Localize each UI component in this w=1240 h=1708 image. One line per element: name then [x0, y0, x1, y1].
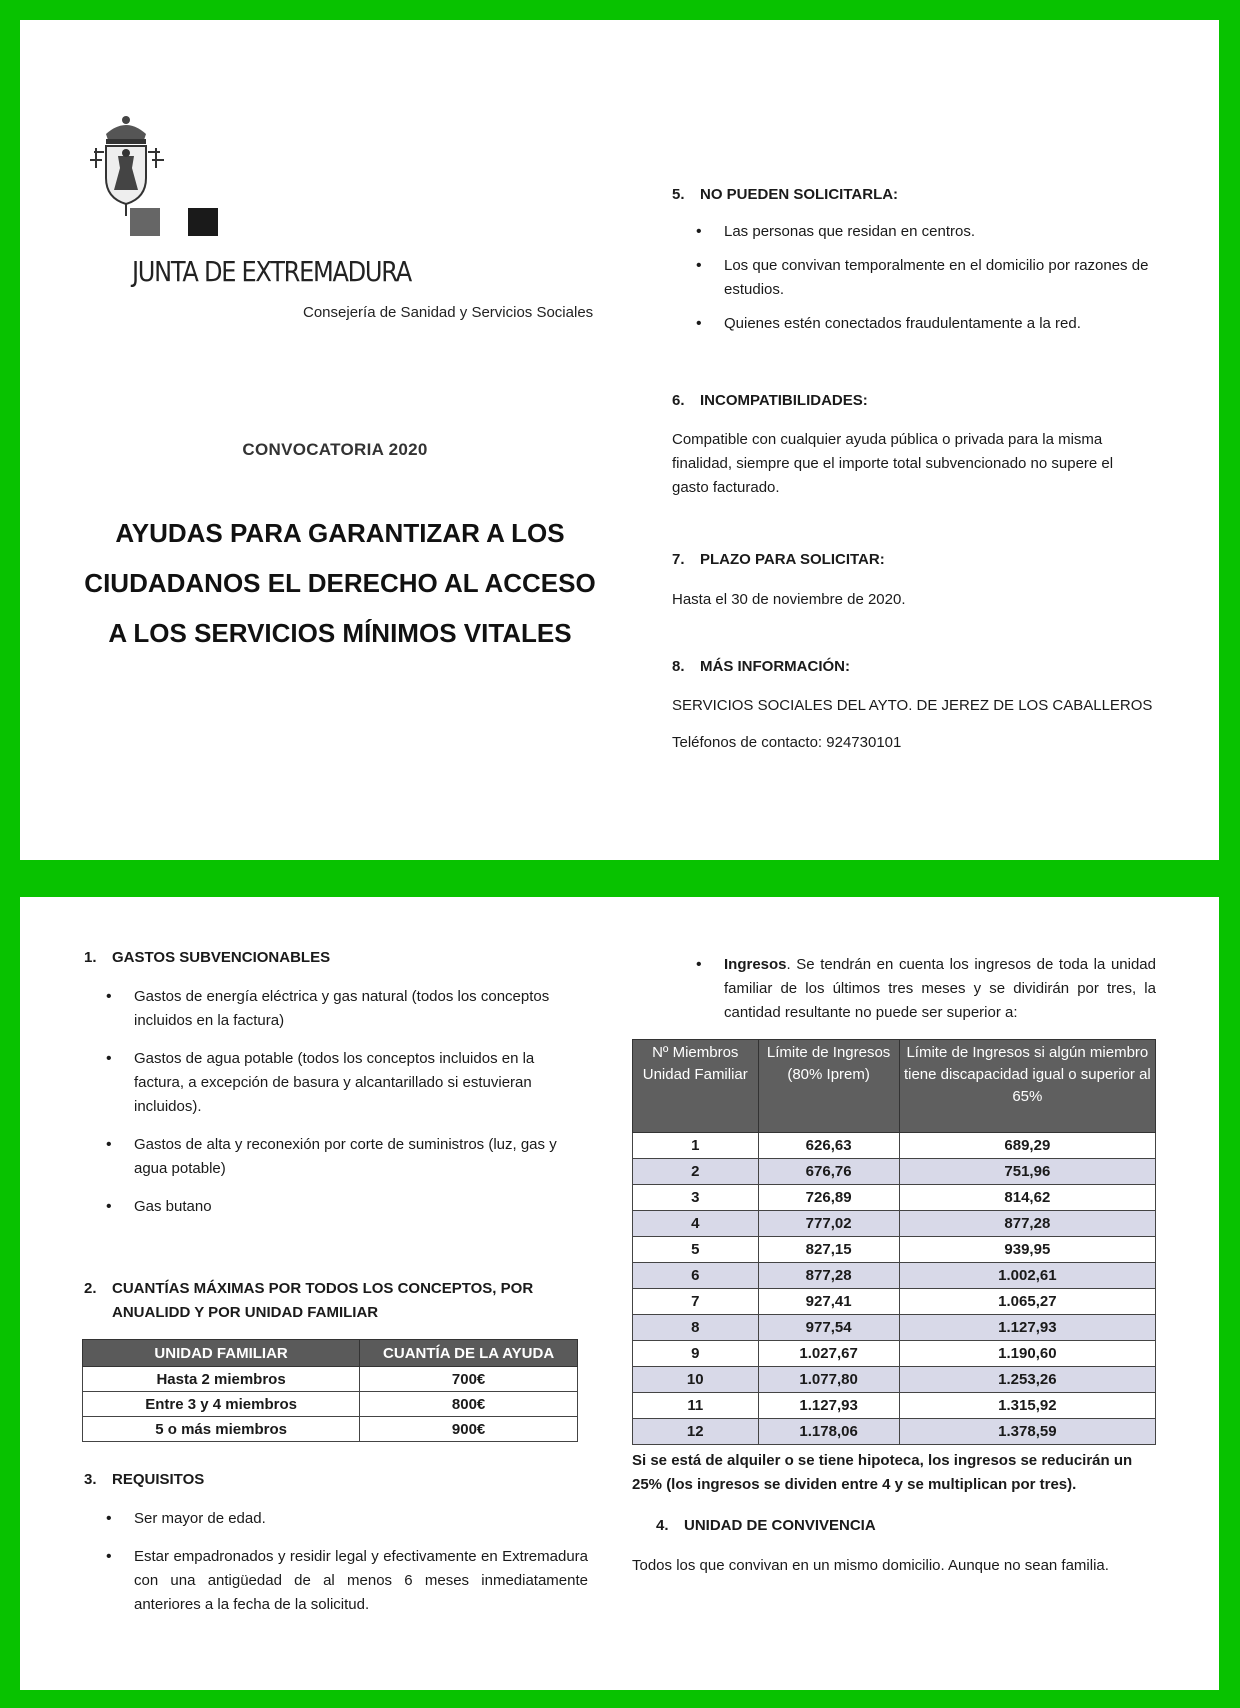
- table-header-row: [633, 1040, 1156, 1133]
- section-title: ANUALIDD Y POR UNIDAD FAMILIAR: [112, 1304, 379, 1321]
- section-2-heading: [84, 1277, 533, 1325]
- logo-square-black: [188, 208, 218, 236]
- section-5-heading: [672, 186, 898, 203]
- department-name: Consejería de Sanidad y Servicios Sociales: [303, 304, 594, 321]
- table-row: [633, 1315, 1156, 1341]
- table-cell: 1.315,92: [899, 1393, 1155, 1419]
- list-item: • Gastos de agua potable (todos los conceptos incluidos en la factura, a excepción de basura y alcantarillado si estuvieran incluidos).: [102, 1047, 572, 1119]
- table-cell: 10: [633, 1367, 759, 1393]
- table-row: [633, 1133, 1156, 1159]
- column-header: Límite de Ingresos (80% Iprem): [758, 1040, 899, 1133]
- main-title: [60, 508, 620, 658]
- main-title-line: A LOS SERVICIOS MÍNIMOS VITALES: [108, 618, 572, 648]
- table-cell: 1.065,27: [899, 1289, 1155, 1315]
- section-7-heading: [672, 551, 885, 568]
- table-cell: 1.190,60: [899, 1341, 1155, 1367]
- table-cell: 4: [633, 1211, 759, 1237]
- brochure-outside-panel: [20, 20, 1219, 860]
- table-cell: 11: [633, 1393, 759, 1419]
- org-name: JUNTA DE EXTREMADURA: [132, 255, 411, 288]
- table-cell: 1.178,06: [758, 1419, 899, 1445]
- section-title: MÁS INFORMACIÓN:: [700, 658, 850, 675]
- main-title-line: AYUDAS PARA GARANTIZAR A LOS: [115, 518, 565, 548]
- section-1-heading: [84, 949, 330, 966]
- table-cell: 751,96: [899, 1159, 1155, 1185]
- column-header: Límite de Ingresos si algún miembro tiene discapacidad igual o superior al 65%: [899, 1040, 1155, 1133]
- table-row: [633, 1159, 1156, 1185]
- section-title: NO PUEDEN SOLICITARLA:: [700, 186, 899, 203]
- list-item: • Gastos de alta y reconexión por corte de suministros (luz, gas y agua potable): [102, 1133, 572, 1181]
- contact-phone: Teléfonos de contacto: 924730101: [672, 734, 902, 751]
- section-7-text: Hasta el 30 de noviembre de 2020.: [672, 591, 906, 608]
- table-cell: 1.378,59: [899, 1419, 1155, 1445]
- section-3-heading: [84, 1471, 204, 1488]
- table-cell: 877,28: [758, 1263, 899, 1289]
- info-office: SERVICIOS SOCIALES DEL AYTO. DE JEREZ DE LOS CABALLEROS: [672, 697, 1153, 714]
- table-row: [83, 1392, 578, 1417]
- section-number: 1.: [84, 949, 97, 966]
- section-6-text: Compatible con cualquier ayuda pública o privada para la misma finalidad, siempre que el importe total subvencionado no supere el gasto facturado.: [672, 431, 1114, 496]
- table-cell: 977,54: [758, 1315, 899, 1341]
- table-cell: 800€: [360, 1392, 578, 1417]
- section-title: INCOMPATIBILIDADES:: [700, 392, 868, 409]
- table-cell: Hasta 2 miembros: [83, 1367, 360, 1392]
- table-cell: 900€: [360, 1417, 578, 1442]
- table-row: [83, 1417, 578, 1442]
- table-row: [633, 1185, 1156, 1211]
- table-row: [83, 1367, 578, 1392]
- table-header-row: [83, 1340, 578, 1367]
- list-item: • Ser mayor de edad.: [102, 1507, 588, 1531]
- table-cell: 1.027,67: [758, 1341, 899, 1367]
- section-8-heading: [672, 658, 850, 675]
- table-cell: 5 o más miembros: [83, 1417, 360, 1442]
- table-row: [633, 1211, 1156, 1237]
- column-header: Nº Miembros Unidad Familiar: [633, 1040, 759, 1133]
- table-cell: 689,29: [899, 1133, 1155, 1159]
- income-limit-table: [632, 1039, 1156, 1445]
- section-1-list: [102, 985, 572, 1219]
- logo-square-gray: [130, 208, 160, 236]
- section-number: 2.: [84, 1280, 97, 1297]
- list-item: • Quienes estén conectados fraudulentamente a la red.: [692, 312, 1152, 336]
- aid-amount-table: [82, 1339, 578, 1442]
- section-title: PLAZO PARA SOLICITAR:: [700, 551, 885, 568]
- section-number: 7.: [672, 551, 685, 568]
- table-row: [633, 1393, 1156, 1419]
- section-6-heading: [672, 392, 868, 409]
- section-title: CUANTÍAS MÁXIMAS POR TODOS LOS CONCEPTOS, POR: [112, 1280, 534, 1297]
- list-item: [692, 953, 1156, 1025]
- table-cell: 9: [633, 1341, 759, 1367]
- table-cell: 3: [633, 1185, 759, 1211]
- list-item: • Los que convivan temporalmente en el domicilio por razones de estudios.: [692, 254, 1152, 302]
- section-5-list: [692, 220, 1152, 336]
- section-title: UNIDAD DE CONVIVENCIA: [684, 1517, 876, 1534]
- list-item: • Estar empadronados y residir legal y efectivamente en Extremadura con una antigüedad de al menos 6 meses inmediatamente anteriores a la fecha de la solicitud.: [102, 1545, 588, 1617]
- column-header: CUANTÍA DE LA AYUDA: [360, 1340, 578, 1367]
- convocatoria-label: CONVOCATORIA 2020: [242, 440, 428, 459]
- list-item: • Gas butano: [102, 1195, 572, 1219]
- table-cell: 1.253,26: [899, 1367, 1155, 1393]
- table-cell: Entre 3 y 4 miembros: [83, 1392, 360, 1417]
- table-cell: 927,41: [758, 1289, 899, 1315]
- table-cell: 700€: [360, 1367, 578, 1392]
- section-number: 8.: [672, 658, 685, 675]
- brochure-inside-panel: [20, 897, 1219, 1690]
- coat-of-arms-logo: [76, 108, 176, 218]
- section-title: REQUISITOS: [112, 1471, 205, 1488]
- section-number: 3.: [84, 1471, 97, 1488]
- section-number: 4.: [656, 1517, 669, 1534]
- table-cell: 1: [633, 1133, 759, 1159]
- table-cell: 827,15: [758, 1237, 899, 1263]
- section-title: GASTOS SUBVENCIONABLES: [112, 949, 331, 966]
- table-cell: 676,76: [758, 1159, 899, 1185]
- table-row: [633, 1263, 1156, 1289]
- table-cell: 814,62: [899, 1185, 1155, 1211]
- income-label: Ingresos: [724, 956, 787, 973]
- table-cell: 12: [633, 1419, 759, 1445]
- table-cell: 7: [633, 1289, 759, 1315]
- list-item: • Las personas que residan en centros.: [692, 220, 1152, 244]
- table-row: [633, 1367, 1156, 1393]
- column-header: UNIDAD FAMILIAR: [83, 1340, 360, 1367]
- table-cell: 1.127,93: [899, 1315, 1155, 1341]
- table-cell: 2: [633, 1159, 759, 1185]
- section-number: 6.: [672, 392, 685, 409]
- list-item: • Gastos de energía eléctrica y gas natural (todos los conceptos incluidos en la factura): [102, 985, 572, 1033]
- table-row: [633, 1237, 1156, 1263]
- table-cell: 939,95: [899, 1237, 1155, 1263]
- table-cell: 8: [633, 1315, 759, 1341]
- table-cell: 1.002,61: [899, 1263, 1155, 1289]
- table-cell: 6: [633, 1263, 759, 1289]
- rent-mortgage-note: Si se está de alquiler o se tiene hipoteca, los ingresos se reducirán un 25% (los ingresos se dividen entre 4 y se multiplican por tres).: [632, 1452, 1133, 1493]
- table-row: [633, 1419, 1156, 1445]
- table-cell: 1.077,80: [758, 1367, 899, 1393]
- table-cell: 626,63: [758, 1133, 899, 1159]
- table-cell: 726,89: [758, 1185, 899, 1211]
- main-title-line: CIUDADANOS EL DERECHO AL ACCESO: [84, 568, 596, 598]
- section-3-list: [102, 1507, 588, 1617]
- table-row: [633, 1289, 1156, 1315]
- income-criteria: [692, 953, 1156, 1025]
- table-cell: 5: [633, 1237, 759, 1263]
- section-number: 5.: [672, 186, 685, 203]
- table-row: [633, 1341, 1156, 1367]
- section-4-text: Todos los que convivan en un mismo domicilio. Aunque no sean familia.: [632, 1557, 1109, 1574]
- income-text: . Se tendrán en cuenta los ingresos de toda la unidad familiar de los últimos tres meses y se dividirán por tres, la cantidad resultante no puede ser superior a:: [724, 956, 1156, 1021]
- table-cell: 877,28: [899, 1211, 1155, 1237]
- table-cell: 777,02: [758, 1211, 899, 1237]
- table-cell: 1.127,93: [758, 1393, 899, 1419]
- section-4-heading: [656, 1517, 876, 1534]
